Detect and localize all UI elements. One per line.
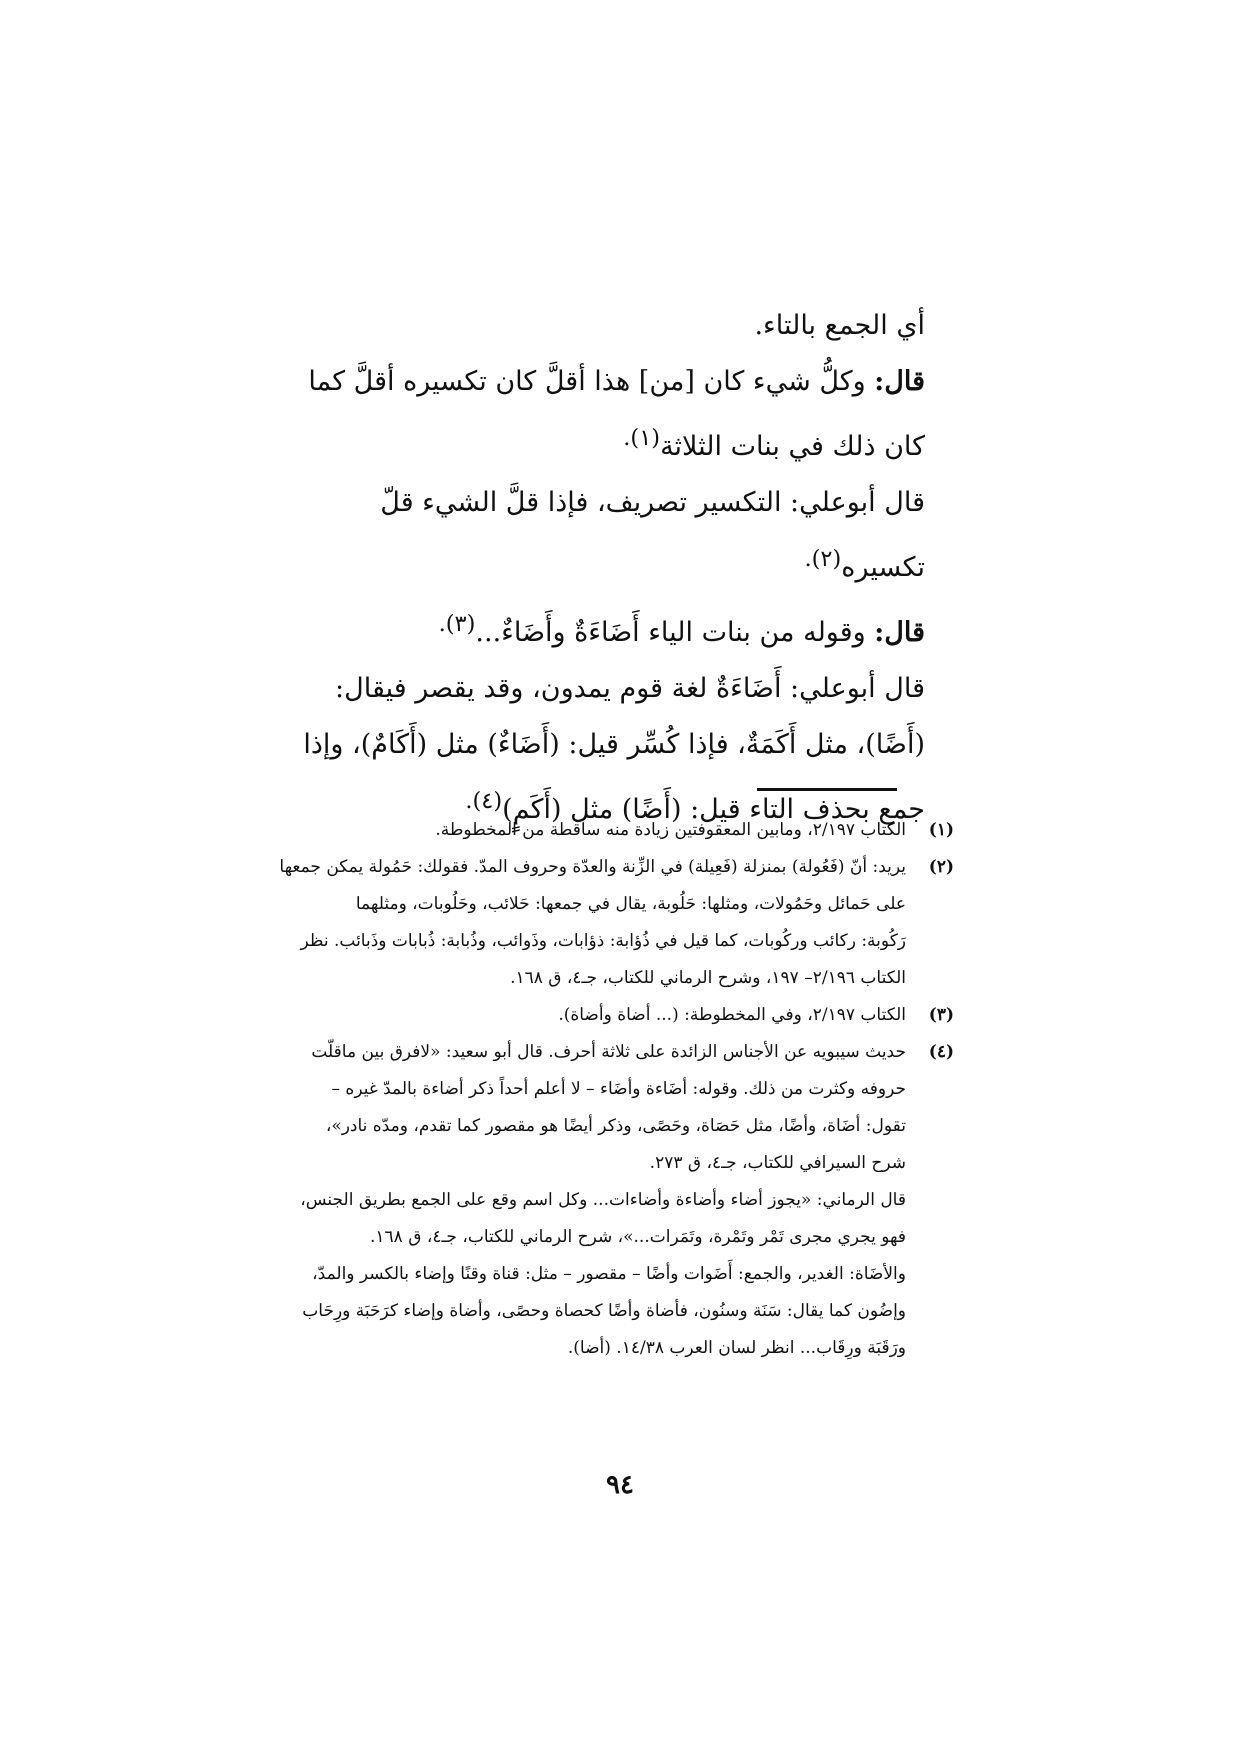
paragraph-3 (268, 475, 963, 596)
footnote-line: تقول: أضَاة، وأضًا، مثل حَصَاة، وحَصًى، وذكر أيضًا هو مقصور كما تقدم، ومدّه نادر»، (325, 1116, 906, 1136)
footnote-line: ورَقَبَة ورِقَاب... انظر لسان العرب ١٤/٣٨. (أضا). (567, 1338, 906, 1358)
footnote-2 (278, 849, 954, 997)
footnote-3 (278, 997, 954, 1034)
footnote-line: الكتاب ٢/١٩٦– ١٩٧، وشرح الرماني للكتاب، جـ٤، ق ١٦٨. (510, 968, 906, 988)
footnote-1 (278, 812, 954, 849)
paragraph-1-text: أي الجمع بالتاء. (754, 310, 925, 341)
footnote-number: (٣) (928, 1005, 954, 1025)
main-text (268, 298, 963, 838)
footnote-ref-1[interactable]: (١). (623, 425, 661, 451)
page-number: ٩٤ (606, 1470, 634, 1500)
footnote-line: الكتاب ٢/١٩٧، وفي المخطوطة: (... أضاة وأضاة). (558, 1005, 906, 1025)
paragraph-4 (268, 596, 963, 661)
paragraph-1 (268, 298, 963, 354)
paragraph-2-text: وكلُّ شيء كان [من] هذا أقلَّ كان تكسيره أقلَّ كما كان ذلك في بنات الثلاثة (308, 366, 925, 462)
footnote-text (278, 1034, 906, 1182)
footnote-ref-4[interactable]: (٤). (465, 788, 503, 814)
footnote-4 (278, 1034, 954, 1182)
qal-label: قال: (874, 366, 925, 397)
footnote-divider (757, 788, 897, 791)
footnote-line: حروفه وكثرت من ذلك. وقوله: أضَاءة وأضَاء – لا أعلم أحداً ذكر أضاءة بالمدّ غيره – (331, 1079, 906, 1099)
paragraph-4-text: وقوله من بنات الياء أَضَاءَةٌ وأَضَاءٌ... (475, 617, 866, 648)
paragraph-2 (268, 354, 963, 475)
footnote-text (278, 812, 906, 849)
footnote-line: وإضُون كما يقال: سَنَة وسنُون، فأضاة وأضًا كحصاة وحصًى، وأضاة وإضاء كرَحَبَة ورِحَاب (302, 1301, 906, 1321)
footnote-number: (٢) (928, 857, 954, 877)
footnotes (278, 812, 954, 1367)
footnote-ref-2[interactable]: (٢). (804, 546, 842, 572)
footnote-line: على حَمائل وحَمُولات، ومثلها: حَلُوبة، يقال في جمعها: حَلائب، وحَلُوبات، ومثلهما (355, 894, 906, 914)
footnote-number: (١) (928, 820, 954, 840)
footnote-ref-3[interactable]: (٣). (438, 611, 476, 637)
footnote-line: والأضَاة: الغدير، والجمع: أَضَوات وأضًا – مقصور – مثل: قناة وقنًا وإضاء بالكسر والمدّ، (312, 1264, 906, 1284)
footnote-line: فهو يجري مجرى تَمْر وتَمْرة، وتَمَرات...»، شرح الرماني للكتاب، جـ٤، ق ١٦٨. (370, 1227, 906, 1247)
footnote-text (278, 997, 906, 1034)
qal-label: قال: (874, 617, 925, 648)
footnote-number: (٤) (928, 1042, 954, 1062)
footnote-line: حديث سيبويه عن الأجناس الزائدة على ثلاثة أحرف. قال أبو سعيد: «لافرق بين ماقلّت (311, 1042, 906, 1062)
footnote-line: قال الرماني: «يجوز أضاء وأضاءة وأضاءات... وكل اسم وقع على الجمع بطريق الجنس، (300, 1190, 906, 1210)
footnote-line: يريد: أنّ (فَعُولة) بمنزلة (فَعِيلة) في الزِّنة والعدّة وحروف المدّ. فقولك: حَمُولة يمكن جمعها (279, 857, 906, 877)
footnote-line: الكتاب ٢/١٩٧، ومابين المعقوفتين زيادة منه ساقطة من المخطوطة. (435, 820, 906, 840)
footnote-line: رَكُوبة: ركائب وركُوبات، كما قيل في ذُؤابة: ذؤابات، وذَوائب، وذُبابة: ذُبابات وذَبائب. نظر (300, 931, 906, 951)
paragraph-3-text: قال أبوعلي: التكسير تصريف، فإذا قلَّ الشيء قلّ تكسيره (380, 487, 925, 583)
footnote-4-continuation (278, 1182, 954, 1367)
footnote-text (278, 849, 906, 997)
paragraph-5-text: قال أبوعلي: أَضَاءَةٌ لغة قوم يمدون، وقد يقصر فيقال: (أَضًا)، مثل أَكَمَةٌ، فإذا كُسِّر قيل: (أَضَاءٌ) مثل (أَكَامٌ)، وإذا جمع بحذف التاء قيل: (أَضًا) مثل (أَكَمٍ) (303, 673, 925, 825)
footnote-line: شرح السيرافي للكتاب، جـ٤، ق ٢٧٣. (649, 1153, 906, 1173)
